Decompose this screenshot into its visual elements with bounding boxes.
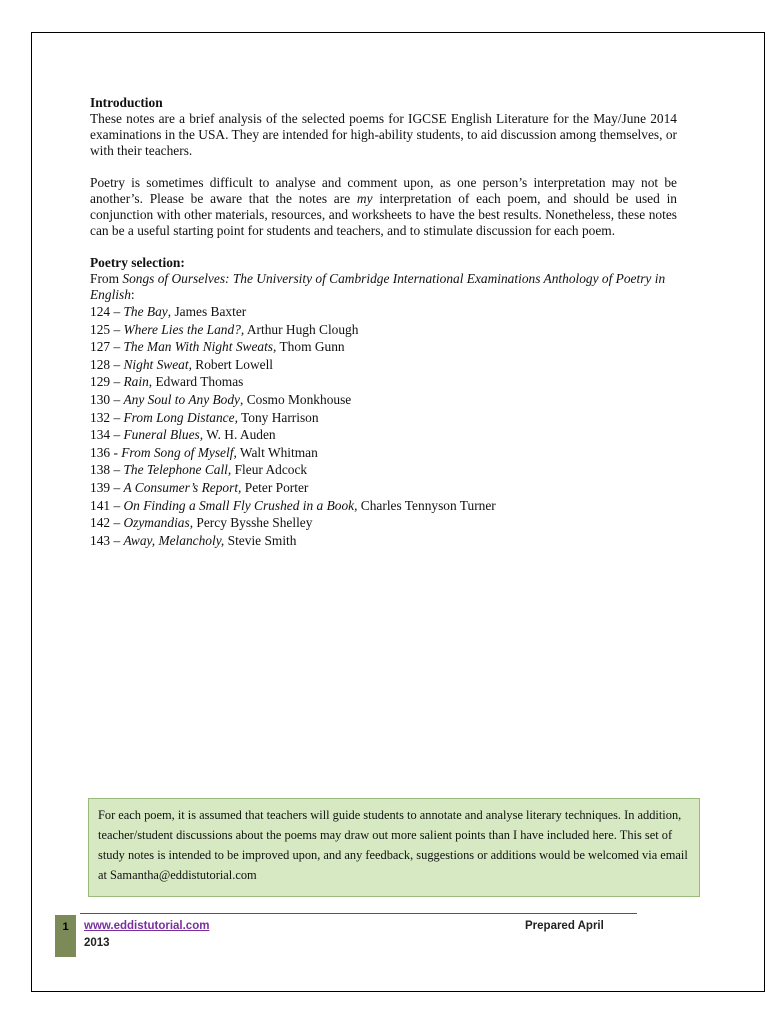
poem-list-item [90,356,677,374]
poem-title: The Telephone Call, [123,462,232,478]
poem-separator: – [110,532,124,548]
paragraph-2-emphasis: my [356,191,373,206]
poem-title-author-separator: , [167,304,175,319]
anthology-title: Songs of Ourselves: The University of Cambridge International Examinations Anthology of Poetry in English [90,271,666,302]
footer-divider [80,913,637,914]
poem-title: From Song of Myself, [121,444,237,460]
poem-list-item [90,338,677,356]
poem-title: Funeral Blues, [123,427,204,443]
poem-title: The Bay [123,304,168,319]
poem-number: 125 [90,321,111,337]
poem-title: From Long Distance, [123,409,238,425]
page-number-badge: 1 [55,915,76,957]
poem-separator: – [110,374,124,390]
poem-separator: – [110,462,124,478]
poem-number: 132 [90,409,111,425]
poem-list-item [90,321,677,339]
poem-number: 127 [90,339,111,355]
introduction-paragraph-2 [90,175,677,239]
poem-title: A Consumer’s Report, [123,479,242,495]
poem-list-item [90,514,677,532]
poetry-selection-heading: Poetry selection: [90,255,185,270]
poem-separator: – [110,427,124,443]
poem-author: Cosmo Monkhouse [246,391,352,407]
source-colon: : [130,287,135,302]
poem-list-item [90,303,677,321]
poem-title-author-separator: , [189,515,197,531]
introduction-paragraph-1: These notes are a brief analysis of the selected poems for IGCSE English Literature for the May/June 2014 examinations in the USA. They are intended for high-ability students, to aid discussion among themselves, or with their teachers. [90,111,677,158]
poem-list-item [90,426,677,444]
poem-author: Percy Bysshe Shelley [196,515,313,531]
source-from-label: From [90,271,123,286]
poem-title-author-separator: , [240,391,247,407]
poem-list-item [90,479,677,497]
poem-number: 136 [90,444,111,460]
poem-title: Where Lies the Land?, [123,321,245,337]
poem-number: 129 [90,374,111,390]
poem-title: On Finding a Small Fly Crushed in a Book [123,497,355,513]
poem-list-item [90,409,677,427]
poem-author: Fleur Adcock [234,462,308,478]
document-body [90,95,677,549]
anthology-source [90,271,677,303]
poem-separator: – [110,409,124,425]
poem-number: 142 [90,515,111,531]
introduction-heading: Introduction [90,95,163,110]
poem-list-item [90,532,677,550]
poem-separator: - [110,444,122,460]
poem-author: Peter Porter [244,479,309,495]
poem-number: 143 [90,532,111,548]
poem-number: 139 [90,479,111,495]
poem-number: 141 [90,497,111,513]
poem-list-item [90,461,677,479]
note-box [88,798,700,897]
poem-separator: – [110,356,124,372]
poem-title: Ozymandias [123,515,190,531]
poem-author: Charles Tennyson Turner [360,497,496,513]
poem-title: Away, Melancholy, [123,532,225,548]
note-text: For each poem, it is assumed that teachers will guide students to annotate and analyse literary techniques. In addition, teacher/student discussions about the poems may draw out more salient points than I have included here. This set of study notes is intended to be improved upon, and any feedback, suggestions or additions would be welcomed via email at Samantha@eddistutorial.com [98,808,688,882]
poem-title: Any Soul to Any Body [123,391,241,407]
poem-number: 130 [90,391,111,407]
poem-separator: – [110,321,124,337]
poem-number: 124 [90,304,111,319]
poem-title-author-separator: , [273,339,280,355]
footer-prepared-label: Prepared April [525,920,604,932]
poem-title: The Man With Night Sweats [123,339,274,355]
footer-year: 2013 [84,937,110,949]
poem-number: 134 [90,427,111,443]
poem-author: James Baxter [174,304,247,319]
poem-author: W. H. Auden [206,427,276,443]
poem-separator: – [110,515,124,531]
poem-number: 128 [90,356,111,372]
website-link[interactable]: www.eddistutorial.com [84,920,210,932]
poem-list-item [90,444,677,462]
poem-author: Stevie Smith [227,532,297,548]
poem-number: 138 [90,462,111,478]
poem-author: Tony Harrison [241,409,319,425]
poem-separator: – [110,339,124,355]
poem-title-author-separator: , [148,374,156,390]
poem-separator: – [110,304,124,319]
poem-title: Night Sweat, [123,356,192,372]
poem-author: Thom Gunn [279,339,345,355]
paragraph-2-text-before: Poetry is sometimes difficult to analyse and comment upon, as one person’s interpretation may not be another’s. Please be aware that the notes are [90,175,677,206]
poem-author: Edward Thomas [155,374,244,390]
paragraph-2-text-after: interpretation of each poem, and should be used in conjunction with other materials, resources, and worksheets to have the best results. Nonetheless, these notes can be a useful starting point for students and teachers, and to stimulate discussion for each poem. [90,191,677,238]
poem-author: Walt Whitman [239,444,318,460]
poem-title: Rain [123,374,149,390]
poem-list-item [90,497,677,515]
poem-author: Arthur Hugh Clough [246,321,359,337]
poem-separator: – [110,497,124,513]
poem-author: Robert Lowell [195,356,274,372]
poem-list [90,303,677,549]
poem-separator: – [110,391,124,407]
poem-list-item [90,391,677,409]
poem-separator: – [110,479,124,495]
poem-list-item [90,373,677,391]
poem-title-author-separator: , [354,497,361,513]
